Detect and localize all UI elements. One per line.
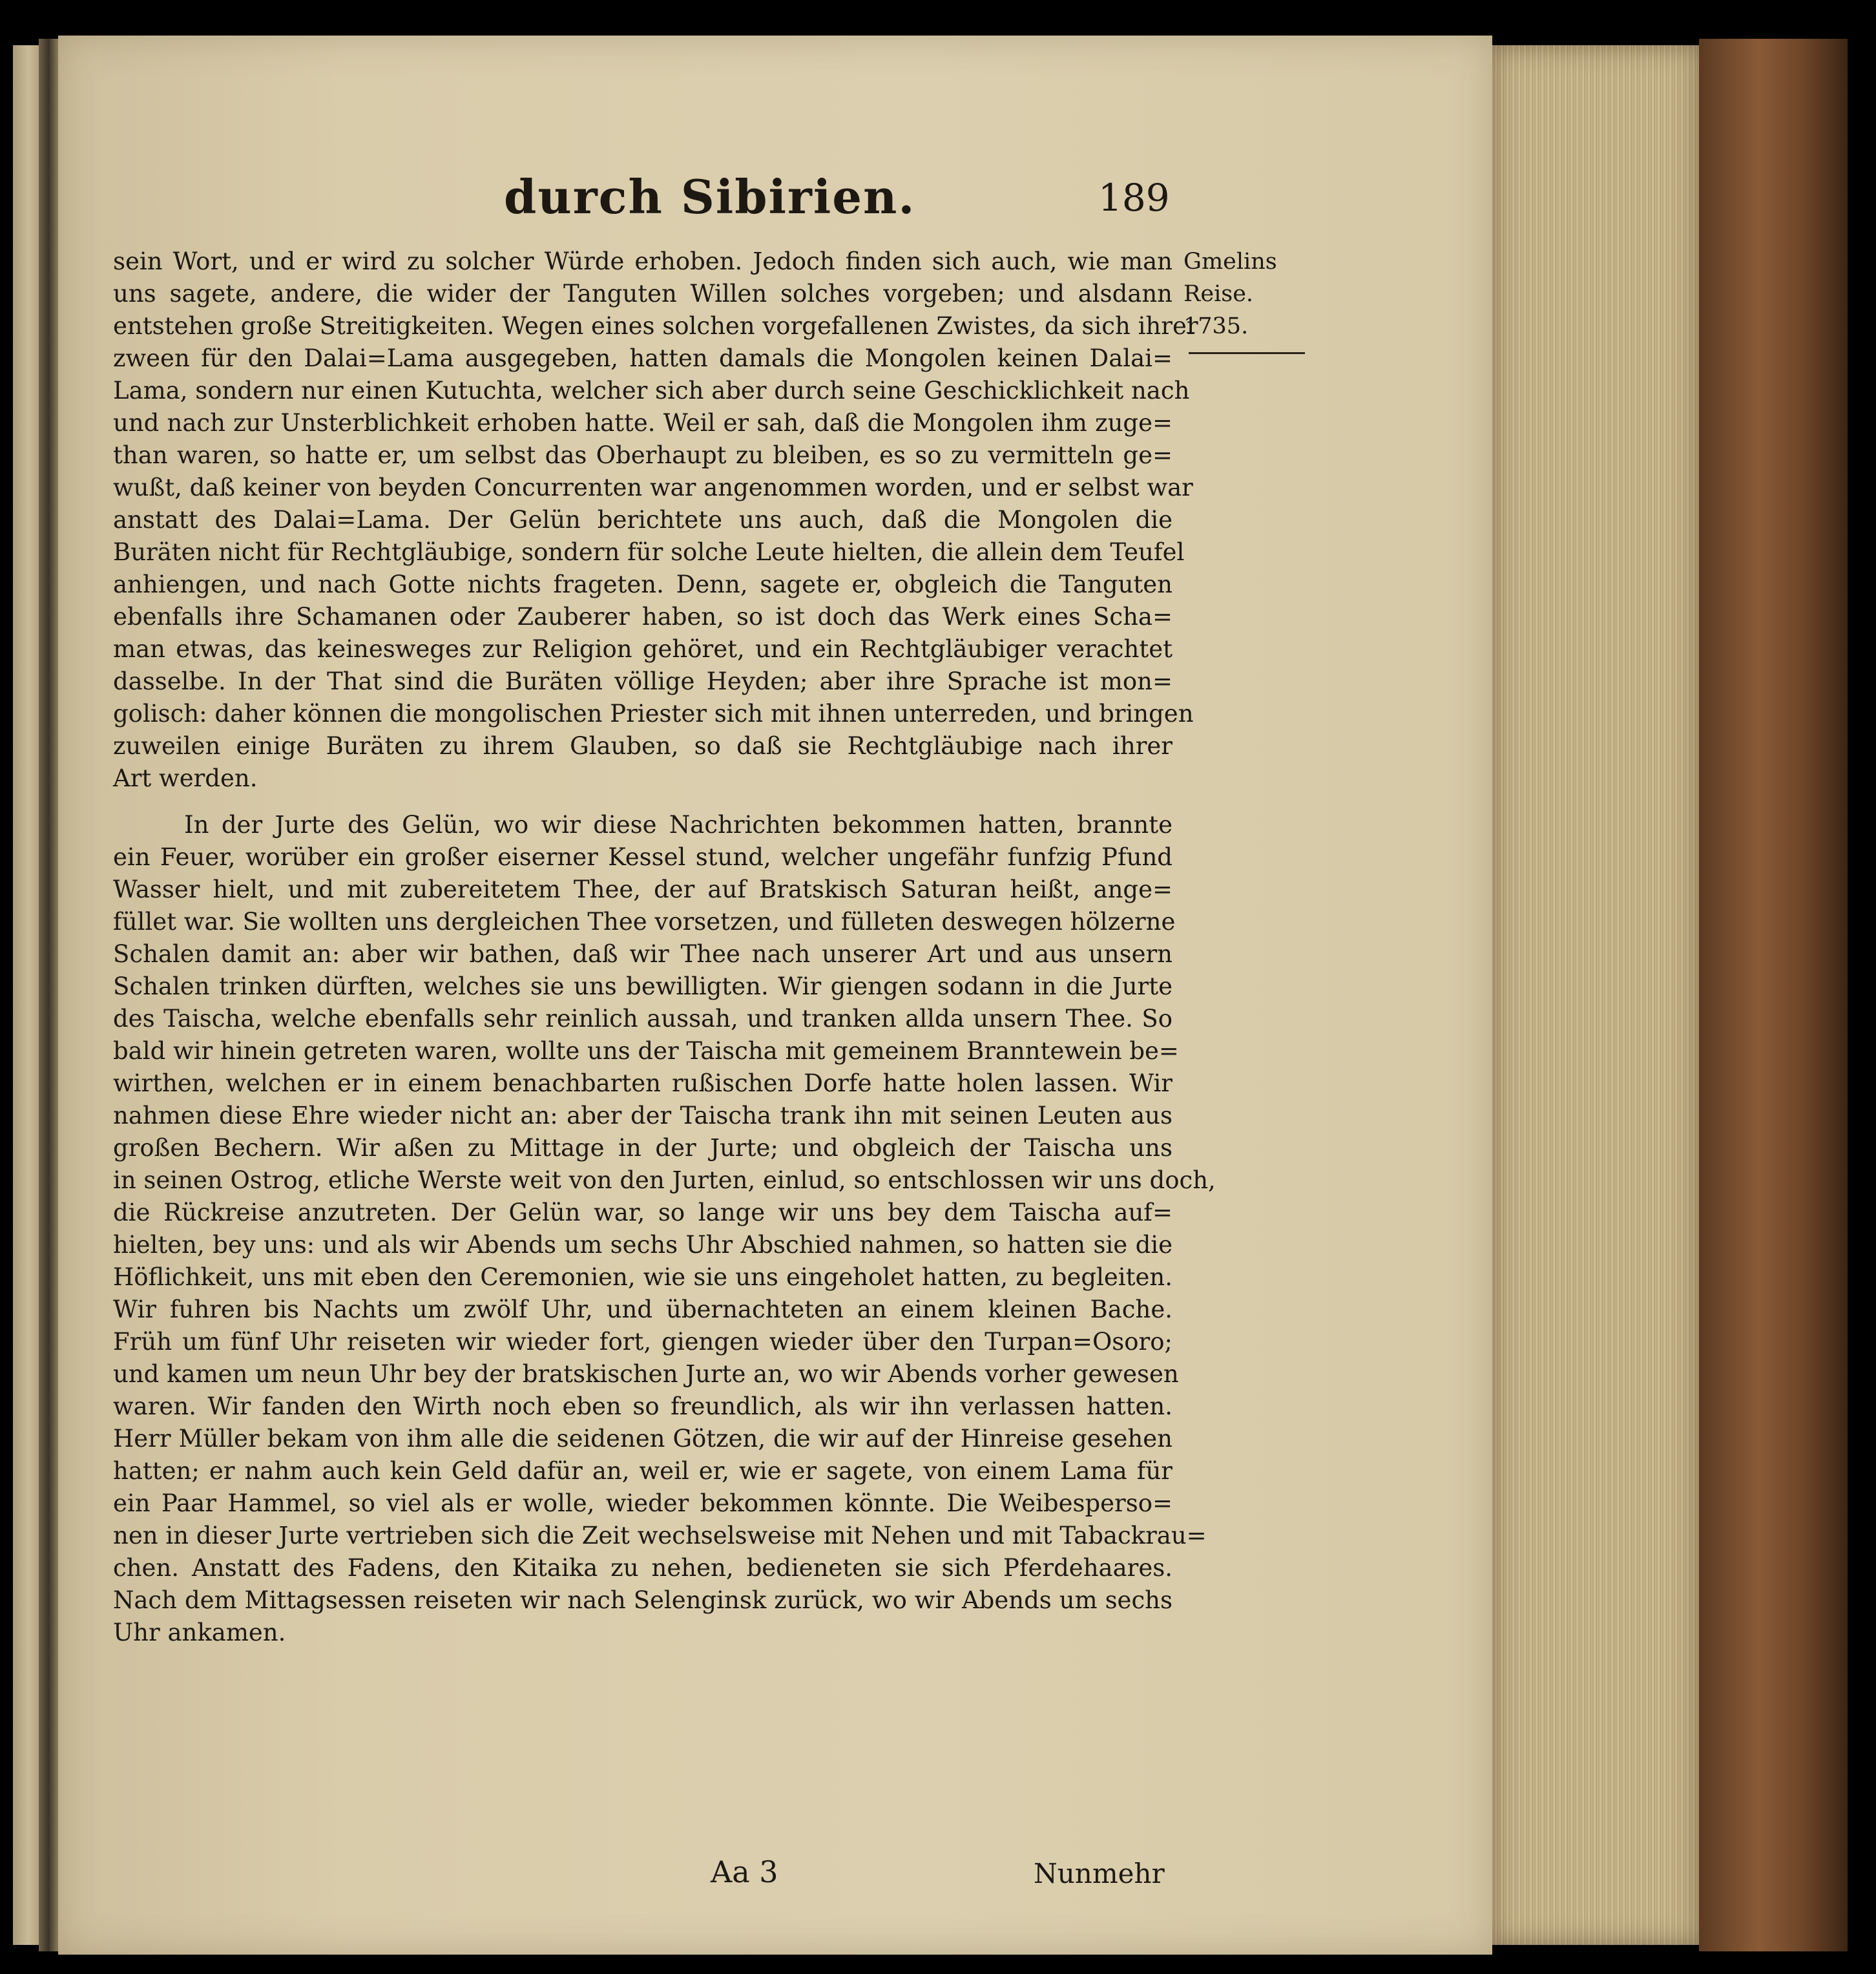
text-line: waren. Wir fanden den Wirth noch eben so freundlich, als wir ihn verlassen hatten. — [113, 1392, 1172, 1420]
paragraph — [113, 246, 1198, 795]
text-line: nahmen diese Ehre wieder nicht an: aber der Taischa trank ihn mit seinen Leuten aus — [113, 1102, 1172, 1129]
text-line: großen Bechern. Wir aßen zu Mittage in der Jurte; und obgleich der Taischa uns — [113, 1134, 1172, 1162]
text-line: Herr Müller bekam von ihm alle die seidenen Götzen, die wir auf der Hinreise gesehen — [113, 1425, 1172, 1453]
left-page-edge — [13, 45, 39, 1945]
text-line: des Taischa, welche ebenfalls sehr reinlich aussah, und tranken allda unsern Thee. So — [113, 1005, 1172, 1033]
leather-binding — [1699, 39, 1848, 1951]
text-line: zween für den Dalai=Lama ausgegeben, hatten damals die Mongolen keinen Dalai= — [113, 344, 1172, 372]
signature-mark: Aa 3 — [711, 1854, 778, 1889]
text-line: golisch: daher können die mongolischen Priester sich mit ihnen unterreden, und bringen — [113, 700, 1194, 728]
text-line: wußt, daß keiner von beyden Concurrenten war angenommen worden, und er selbst war — [113, 474, 1193, 501]
paragraph — [113, 809, 1216, 1649]
text-line: und kamen um neun Uhr bey der bratskischen Jurte an, wo wir Abends vorher gewesen — [113, 1360, 1179, 1388]
book-gutter — [39, 39, 58, 1951]
text-line: In der Jurte des Gelün, wo wir diese Nachrichten bekommen hatten, brannte — [184, 811, 1172, 839]
marginal-note — [1183, 246, 1313, 342]
text-line: Nach dem Mittagsessen reiseten wir nach Selenginsk zurück, wo wir Abends um sechs — [113, 1586, 1172, 1614]
text-line: entstehen große Streitigkeiten. Wegen eines solchen vorgefallenen Zwistes, da sich ihrer — [113, 312, 1198, 340]
marginal-note-year: 1735. — [1183, 313, 1249, 339]
text-line: ein Feuer, worüber ein großer eiserner Kessel stund, welcher ungefähr funfzig Pfund — [113, 843, 1172, 871]
running-head: durch Sibirien. — [504, 169, 916, 224]
text-line: Früh um fünf Uhr reiseten wir wieder fort, giengen wieder über den Turpan=Osoro; — [113, 1328, 1172, 1356]
text-line: dasselbe. In der That sind die Buräten völlige Heyden; aber ihre Sprache ist mon= — [113, 667, 1172, 695]
paragraph-gap — [113, 795, 1172, 809]
text-line: chen. Anstatt des Fadens, den Kitaika zu nehen, bedieneten sie sich Pferdehaares. — [113, 1554, 1172, 1582]
text-line: Wir fuhren bis Nachts um zwölf Uhr, und übernachteten an einem kleinen Bache. — [113, 1296, 1172, 1323]
text-line: und nach zur Unsterblichkeit erhoben hatte. Weil er sah, daß die Mongolen ihm zuge= — [113, 409, 1172, 437]
marginal-note-rule — [1189, 352, 1305, 354]
text-line: Schalen damit an: aber wir bathen, daß wir Thee nach unserer Art und aus unsern — [113, 940, 1172, 968]
page-edges-stack — [1492, 45, 1699, 1945]
text-line: hielten, bey uns: und als wir Abends um sechs Uhr Abschied nahmen, so hatten sie die — [113, 1231, 1172, 1259]
text-line: than waren, so hatte er, um selbst das Oberhaupt zu bleiben, es so zu vermitteln ge= — [113, 441, 1172, 469]
text-line: zuweilen einige Buräten zu ihrem Glauben, so daß sie Rechtgläubige nach ihrer — [113, 732, 1172, 760]
text-line: ein Paar Hammel, so viel als er wolle, wieder bekommen könnte. Die Weibesperso= — [113, 1489, 1172, 1517]
text-line: anstatt des Dalai=Lama. Der Gelün berichtete uns auch, daß die Mongolen die — [113, 506, 1172, 534]
text-line: bald wir hinein getreten waren, wollte uns der Taischa mit gemeinem Branntewein be= — [113, 1037, 1179, 1065]
text-line: Buräten nicht für Rechtgläubige, sondern für solche Leute hielten, die allein dem Teufel — [113, 538, 1185, 566]
text-line: uns sagete, andere, die wider der Tanguten Willen solches vorgeben; und alsdann — [113, 280, 1172, 308]
text-line: anhiengen, und nach Gotte nichts frageten. Denn, sagete er, obgleich die Tanguten — [113, 571, 1172, 598]
text-line: nen in dieser Jurte vertrieben sich die Zeit wechselsweise mit Nehen und mit Tabackrau= — [113, 1522, 1207, 1549]
marginal-note-line: Reise. — [1183, 281, 1254, 307]
text-line: ebenfalls ihre Schamanen oder Zauberer haben, so ist doch das Werk eines Scha= — [113, 603, 1172, 631]
text-line: man etwas, das keinesweges zur Religion gehöret, und ein Rechtgläubiger verachtet — [113, 635, 1172, 663]
text-line: Art werden. — [113, 764, 258, 792]
text-line: sein Wort, und er wird zu solcher Würde erhoben. Jedoch finden sich auch, wie man — [113, 247, 1172, 275]
text-line: in seinen Ostrog, etliche Werste weit von den Jurten, einlud, so entschlossen wir uns doch, — [113, 1166, 1216, 1194]
page-number: 189 — [1098, 176, 1170, 220]
text-line: wirthen, welchen er in einem benachbarten rußischen Dorfe hatte holen lassen. Wir — [113, 1069, 1172, 1097]
text-line: Wasser hielt, und mit zubereitetem Thee, der auf Bratskisch Saturan heißt, ange= — [113, 876, 1172, 903]
text-line: Höflichkeit, uns mit eben den Ceremonien, wie sie uns eingeholet hatten, zu begleiten. — [113, 1263, 1172, 1291]
catchword: Nunmehr — [1034, 1858, 1165, 1889]
text-line: hatten; er nahm auch kein Geld dafür an, weil er, wie er sagete, von einem Lama für — [113, 1457, 1172, 1485]
text-line: Schalen trinken dürften, welches sie uns bewilligten. Wir giengen sodann in die Jurte — [113, 972, 1172, 1000]
text-line: füllet war. Sie wollten uns dergleichen Thee vorsetzen, und fülleten deswegen hölzerne — [113, 908, 1176, 936]
marginal-note-line: Gmelins — [1183, 249, 1277, 275]
text-line: Uhr ankamen. — [113, 1619, 286, 1646]
text-line: die Rückreise anzutreten. Der Gelün war, so lange wir uns bey dem Taischa auf= — [113, 1199, 1172, 1226]
text-line: Lama, sondern nur einen Kutuchta, welcher sich aber durch seine Geschicklichkeit nach — [113, 377, 1190, 404]
